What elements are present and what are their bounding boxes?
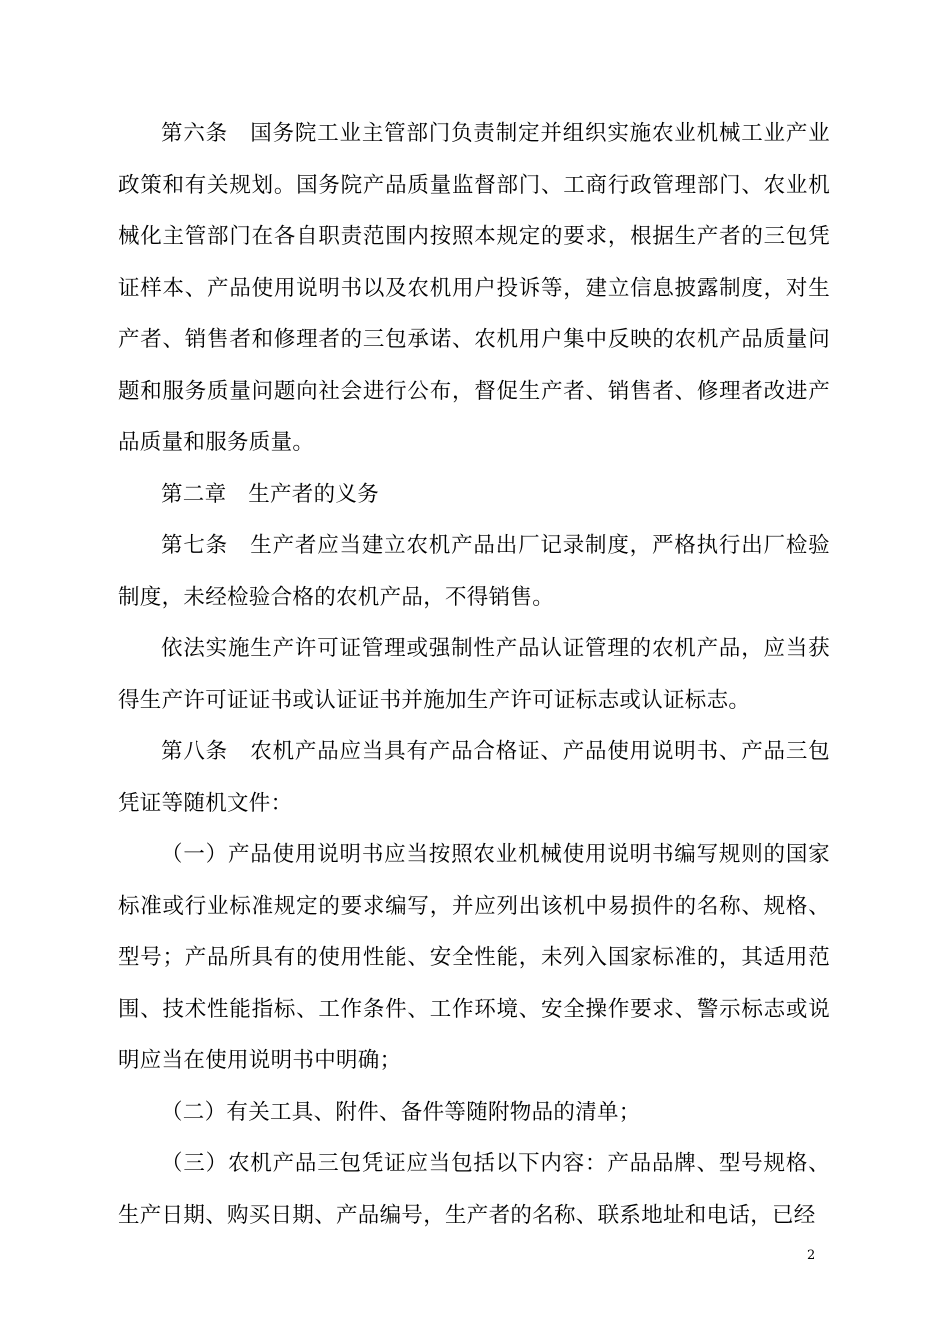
list-item-3: （三）农机产品三包凭证应当包括以下内容：产品品牌、型号规格、生产日期、购买日期、产品编号，生产者的名称、联系地址和电话，已经: [118, 1151, 830, 1228]
paragraph-certification: 依法实施生产许可证管理或强制性产品认证管理的农机产品，应当获得生产许可证证书或认证证书并施加生产许可证标志或认证标志。: [118, 636, 830, 713]
paragraph-article-6: 第六条 国务院工业主管部门负责制定并组织实施农业机械工业产业政策和有关规划。国务院产品质量监督部门、工商行政管理部门、农业机械化主管部门在各自职责范围内按照本规定的要求，根据生产者的三包凭证样本、产品使用说明书以及农机用户投诉等，建立信息披露制度，对生产者、销售者和修理者的三包承诺、农机用户集中反映的农机产品质量问题和服务质量问题向社会进行公布，督促生产者、销售者、修理者改进产品质量和服务质量。: [118, 121, 830, 455]
paragraph-article-8: 第八条 农机产品应当具有产品合格证、产品使用说明书、产品三包凭证等随机文件：: [118, 739, 830, 816]
list-item-1: （一）产品使用说明书应当按照农业机械使用说明书编写规则的国家标准或行业标准规定的要求编写，并应列出该机中易损件的名称、规格、型号；产品所具有的使用性能、安全性能，未列入国家标准的，其适用范围、技术性能指标、工作条件、工作环境、安全操作要求、警示标志或说明应当在使用说明书中明确；: [118, 842, 830, 1073]
paragraph-article-7: 第七条 生产者应当建立农机产品出厂记录制度，严格执行出厂检验制度，未经检验合格的农机产品，不得销售。: [118, 533, 830, 610]
document-body: [118, 108, 830, 1241]
page-number: 2: [807, 1248, 816, 1263]
list-item-2: （二）有关工具、附件、备件等随附物品的清单；: [161, 1099, 641, 1125]
chapter-heading: 第二章 生产者的义务: [161, 481, 380, 507]
